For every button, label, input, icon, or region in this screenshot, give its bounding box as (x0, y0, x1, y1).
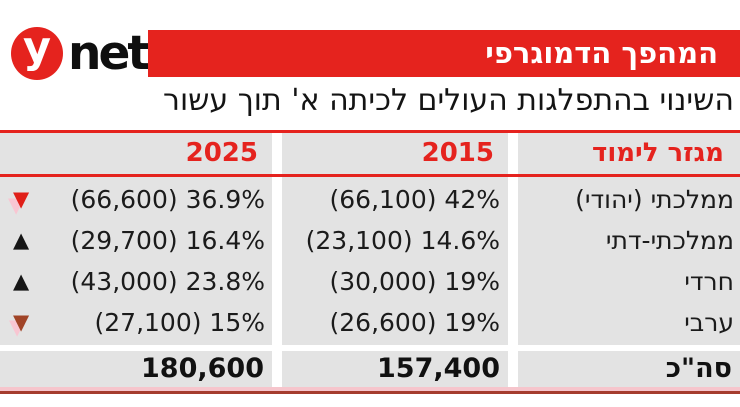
total-2025: 180,600 (0, 351, 272, 387)
row-label-haredi: חרדי (684, 267, 734, 296)
table-body (0, 177, 740, 345)
trend-up-icon: ▲ (13, 228, 30, 252)
trend-down-icon: ▼ (13, 310, 30, 334)
data-table (0, 130, 740, 394)
column-sector (518, 177, 740, 345)
ynet-y-icon (11, 23, 63, 80)
cell-2025-aravi (0, 302, 272, 343)
row-label-mamlachti: ממלכתי (יהודי) (575, 185, 734, 214)
page-subtitle: השינוי בהתפלגות העולים לכיתה א' תוך עשור (163, 83, 734, 118)
cell-value: (43,000) 23.8% (70, 267, 265, 296)
column-2025 (0, 177, 272, 345)
page-title: המהפך הדמוגרפי (485, 36, 718, 70)
cell-2025-haredi (0, 261, 272, 302)
table-header-row (0, 133, 740, 174)
column-2015 (282, 177, 508, 345)
trend-down-icon: ▼ (13, 187, 30, 211)
cell-2015-mamlachti-dati (282, 220, 508, 261)
title-banner (148, 30, 740, 77)
bottom-divider-dark (0, 391, 740, 394)
column-header-2025: 2025 (0, 133, 272, 174)
cell-value: (29,700) 16.4% (70, 226, 265, 255)
total-2015: 157,400 (282, 351, 508, 387)
row-label-mamlachti-dati: ממלכתי-דתי (605, 226, 734, 255)
column-header-sector: מגזר לימוד (518, 133, 740, 174)
table-total-row (0, 351, 740, 387)
cell-2015-aravi (282, 302, 508, 343)
cell-value: (66,100) 42% (329, 185, 500, 214)
cell-2015-haredi (282, 261, 508, 302)
logo-y-letter: y (22, 23, 52, 73)
cell-value: (26,600) 19% (329, 308, 500, 337)
cell-2025-mamlachti-dati (0, 220, 272, 261)
column-header-2015: 2015 (282, 133, 508, 174)
cell-value: (27,100) 15% (94, 308, 265, 337)
cell-value: (23,100) 14.6% (305, 226, 500, 255)
cell-value: (30,000) 19% (329, 267, 500, 296)
total-label: סה"כ (518, 351, 740, 387)
row-label-aravi: ערבי (684, 308, 734, 337)
logo-net-text: net (68, 26, 147, 81)
trend-up-icon: ▲ (13, 269, 30, 293)
ynet-logo[interactable] (11, 23, 147, 81)
cell-2025-mamlachti (0, 179, 272, 220)
cell-2015-mamlachti (282, 179, 508, 220)
cell-value: (66,600) 36.9% (70, 185, 265, 214)
